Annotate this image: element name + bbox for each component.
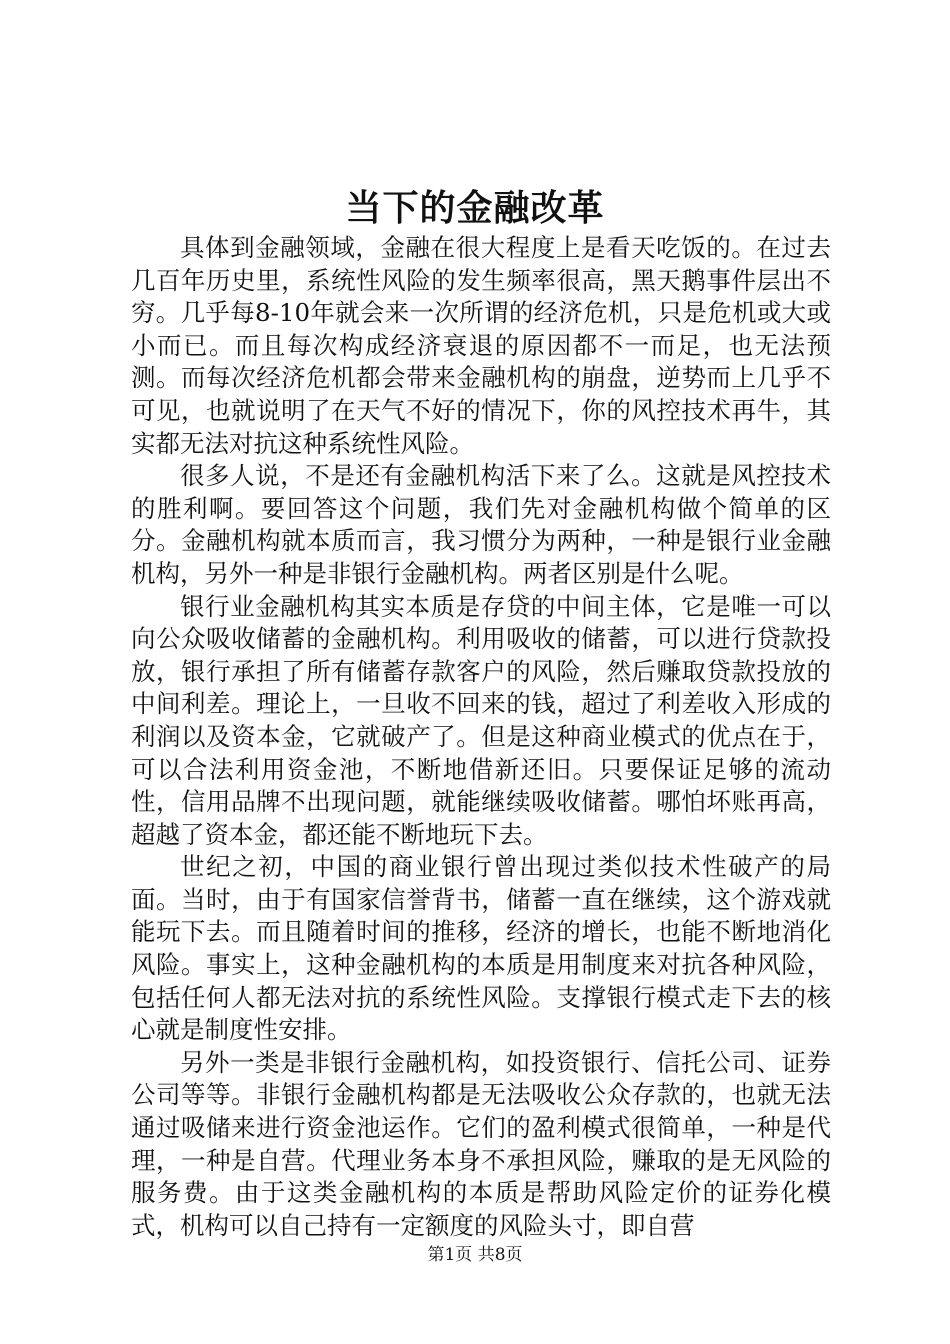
paragraph: 另外一类是非银行金融机构，如投资银行、信托公司、证券公司等等。非银行金融机构都是无法吸收公众存款的，也就无法通过吸储来进行资金池运作。它们的盈利模式很简单，一种是代理，一种是自营。代理业务本身不承担风险，赚取的是无风险的服务费。由于这类金融机构的本质是帮助风险定价的证券化模式，机构可以自己持有一定额度的风险头寸，即自营 bbox=[131, 1047, 831, 1240]
paragraph: 很多人说，不是还有金融机构活下来了么。这就是风控技术的胜利啊。要回答这个问题，我们先对金融机构做个简单的区分。金融机构就本质而言，我习惯分为两种，一种是银行业金融机构，另外一种是非银行金融机构。两者区别是什么呢。 bbox=[131, 461, 831, 588]
paragraph: 世纪之初，中国的商业银行曾出现过类似技术性破产的局面。当时，由于有国家信誉背书，储蓄一直在继续，这个游戏就能玩下去。而且随着时间的推移，经济的增长，也能不断地消化风险。事实上，这种金融机构的本质是用制度来对抗各种风险，包括任何人都无法对抗的系统性风险。支撑银行模式走下去的核心就是制度性安排。 bbox=[131, 852, 831, 1045]
paragraph: 银行业金融机构其实本质是存贷的中间主体，它是唯一可以向公众吸收储蓄的金融机构。利用吸收的储蓄，可以进行贷款投放，银行承担了所有储蓄存款客户的风险，然后赚取贷款投放的中间利差。理论上，一旦收不回来的钱，超过了利差收入形成的利润以及资本金，它就破产了。但是这种商业模式的优点在于，可以合法利用资金池，不断地借新还旧。只要保证足够的流动性，信用品牌不出现问题，就能继续吸收储蓄。哪怕坏账再高，超越了资本金，都还能不断地玩下去。 bbox=[131, 591, 831, 849]
page-number-footer: 第1页 共8页 bbox=[427, 1245, 523, 1265]
paragraph: 具体到金融领域，金融在很大程度上是看天吃饭的。在过去几百年历史里，系统性风险的发生频率很高，黑天鹅事件层出不穷。几乎每8-10年就会来一次所谓的经济危机，只是危机或大或小而已。而且每次构成经济衰退的原因都不一而足，也无法预测。而每次经济危机都会带来金融机构的崩盘，逆势而上几乎不可见，也就说明了在天气不好的情况下，你的风控技术再牛，其实都无法对抗这种系统性风险。 bbox=[131, 233, 831, 458]
document-title: 当下的金融改革 bbox=[345, 187, 605, 229]
document-body bbox=[131, 232, 831, 1242]
